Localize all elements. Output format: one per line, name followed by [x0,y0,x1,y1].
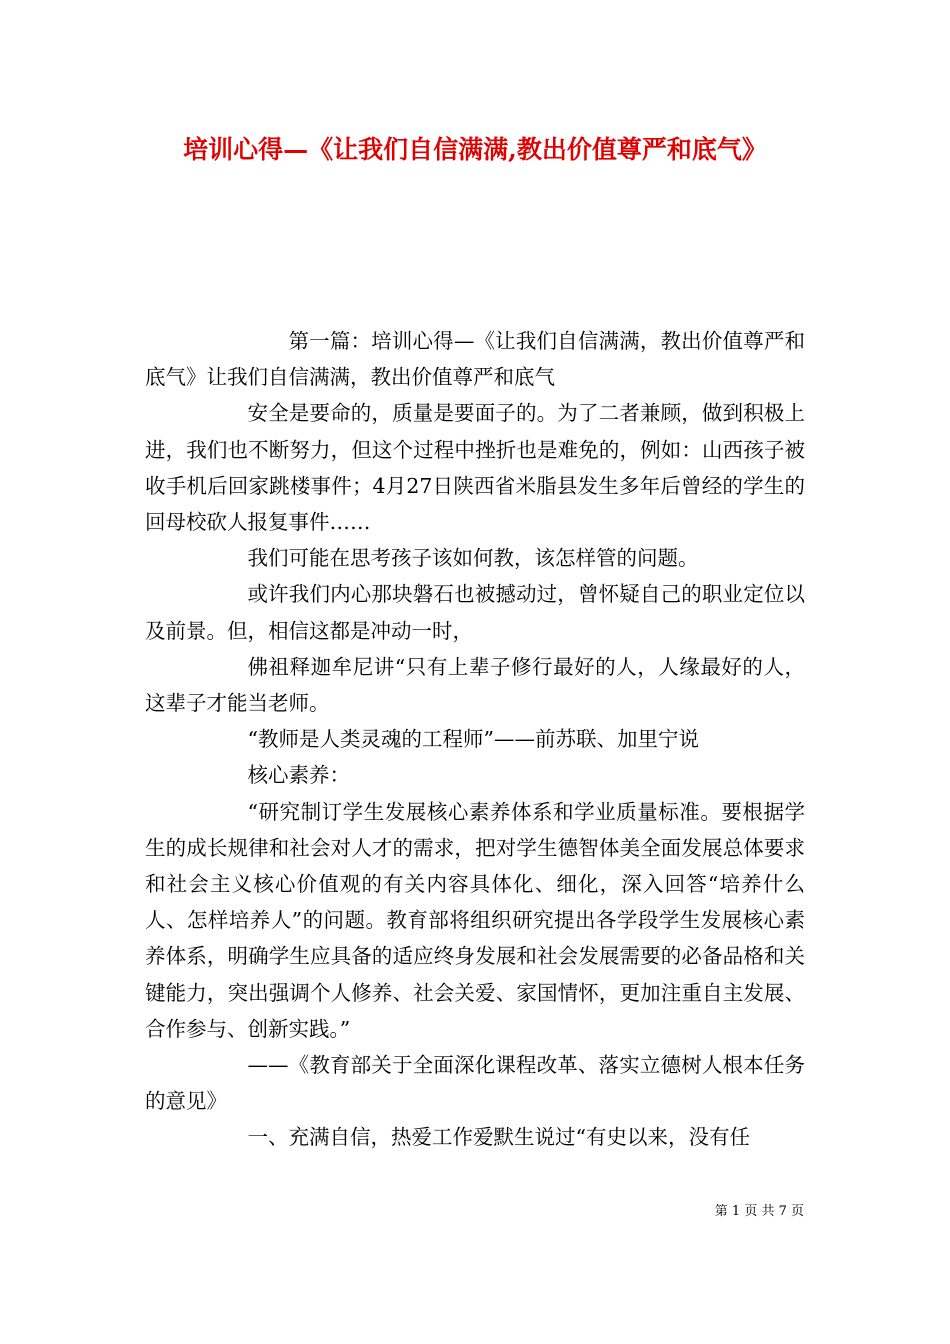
paragraph-3: 我们可能在思考孩子该如何教，该怎样管的问题。 [247,546,699,571]
paragraph-5: 佛祖释迦牟尼讲“只有上辈子修行最好的人，人缘最好的人，这辈子才能当老师。 [145,654,805,716]
paragraph-1: 第一篇：培训心得—《让我们自信满满，教出价值尊严和底气》让我们自信满满，教出价值尊严和底气 [145,329,805,390]
document-body [145,323,805,1156]
paragraph-8: “研究制订学生发展核心素养体系和学业质量标准。要根据学生的成长规律和社会对人才的需求，把对学生德智体美全面发展总体要求和社会主义核心价值观的有关内容具体化、细化，深入回答“培养什么人、怎样培养人”的问题。教育部将组织研究提出各学段学生发展核心素养体系，明确学生应具备的适应终身发展和社会发展需要的必备品格和关键能力，突出强调个人修养、社会关爱、家国情怀，更加注重自主发展、合作参与、创新实践。” [145,799,805,1041]
document-title: 培训心得—《让我们自信满满,教出价值尊严和底气》 [183,135,767,164]
page-number-footer: 第 1 页 共 7 页 [714,1204,804,1219]
paragraph-2: 安全是要命的，质量是要面子的。为了二者兼顾，做到积极上进，我们也不断努力，但这个过程中挫折也是难免的，例如：山西孩子被收手机后回家跳楼事件；4月27日陕西省米脂县发生多年后曾经的学生的回母校砍人报复事件…… [145,401,805,535]
paragraph-4: 或许我们内心那块磐石也被撼动过，曾怀疑自己的职业定位以及前景。但，相信这都是冲动一时， [145,582,805,643]
paragraph-7: 核心素养： [247,763,350,788]
paragraph-6: “教师是人类灵魂的工程师”——前苏联、加里宁说 [247,727,699,752]
paragraph-10: 一、充满自信，热爱工作爱默生说过“有史以来，没有任 [247,1125,750,1150]
paragraph-9: ——《教育部关于全面深化课程改革、落实立德树人根本任务的意见》 [145,1053,805,1114]
